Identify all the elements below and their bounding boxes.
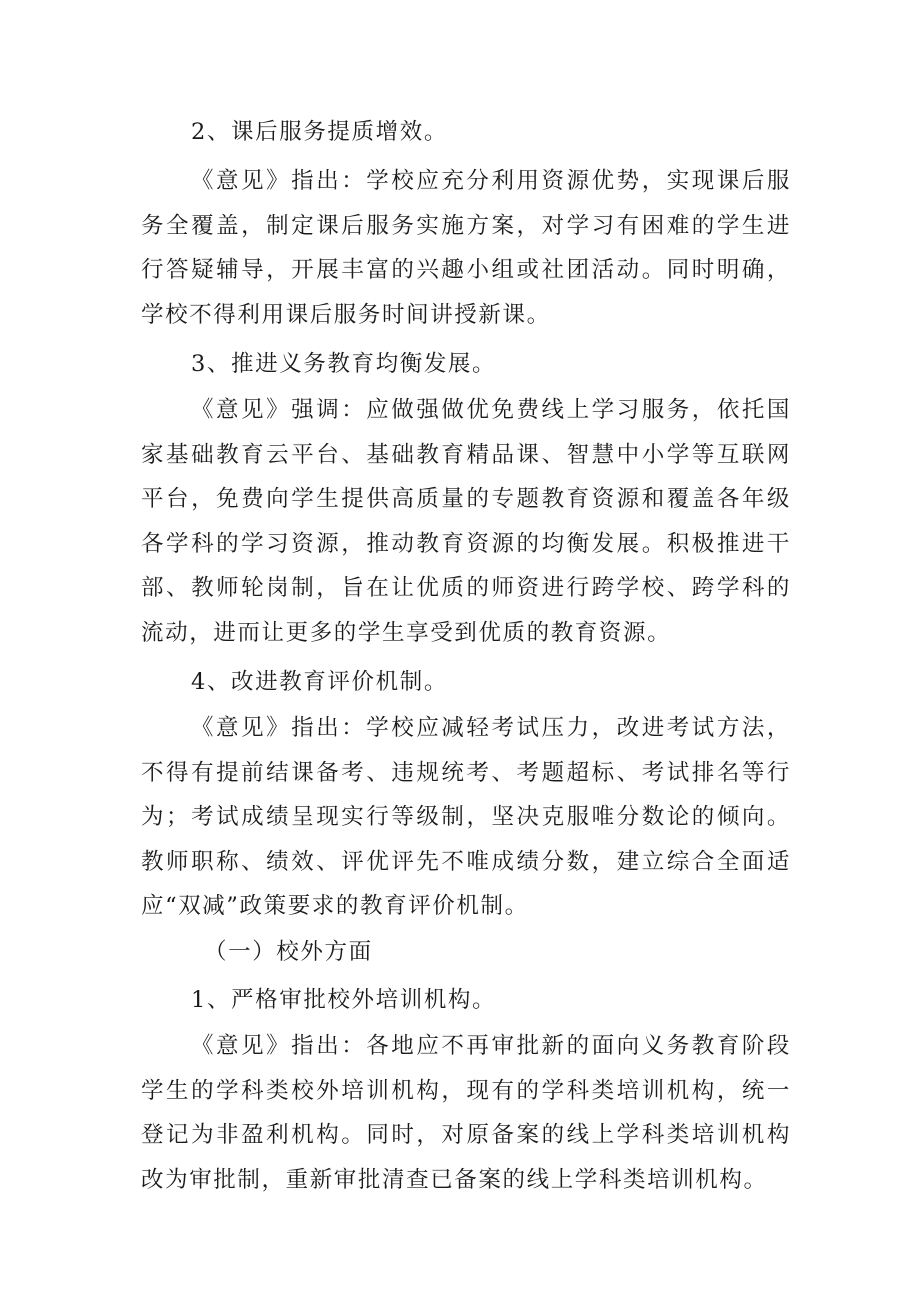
section-body-evaluation-mechanism: 《意见》指出：学校应减轻考试压力，改进考试方法，不得有提前结课备考、违规统考、考题超标、考试排名等行为；考试成绩呈现实行等级制，坚决克服唯分数论的倾向。教师职称、绩效、评优评先不唯成绩分数，建立综合全面适应“双减”政策要求的教育评价机制。 xyxy=(141,715,791,919)
section-heading-after-school-service: 2、课后服务提质增效。 xyxy=(191,119,448,145)
subsection-title-off-campus: （一）校外方面 xyxy=(204,939,373,965)
section-body-approval-of-institutions: 《意见》指出：各地应不再审批新的面向义务教育阶段学生的学科类校外培训机构，现有的学科类培训机构，统一登记为非盈利机构。同时，对原备案的线上学科类培训机构改为审批制，重新审批清查已备案的线上学科类培训机构。 xyxy=(141,1033,791,1193)
section-body-after-school-service: 《意见》指出：学校应充分利用资源优势，实现课后服务全覆盖，制定课后服务实施方案，对学习有困难的学生进行答疑辅导，开展丰富的兴趣小组或社团活动。同时明确，学校不得利用课后服务时间讲授新课。 xyxy=(141,168,791,328)
section-heading-approval-of-institutions: 1、严格审批校外培训机构。 xyxy=(191,987,497,1013)
section-heading-evaluation-mechanism: 4、改进教育评价机制。 xyxy=(191,669,448,695)
section-heading-balanced-development: 3、推进义务教育均衡发展。 xyxy=(191,351,497,377)
section-body-balanced-development: 《意见》强调：应做强做优免费线上学习服务，依托国家基础教育云平台、基础教育精品课、智慧中小学等互联网平台，免费向学生提供高质量的专题教育资源和覆盖各年级各学科的学习资源，推动教育资源的均衡发展。积极推进干部、教师轮岗制，旨在让优质的师资进行跨学校、跨学科的流动，进而让更多的学生享受到优质的教育资源。 xyxy=(141,397,791,646)
